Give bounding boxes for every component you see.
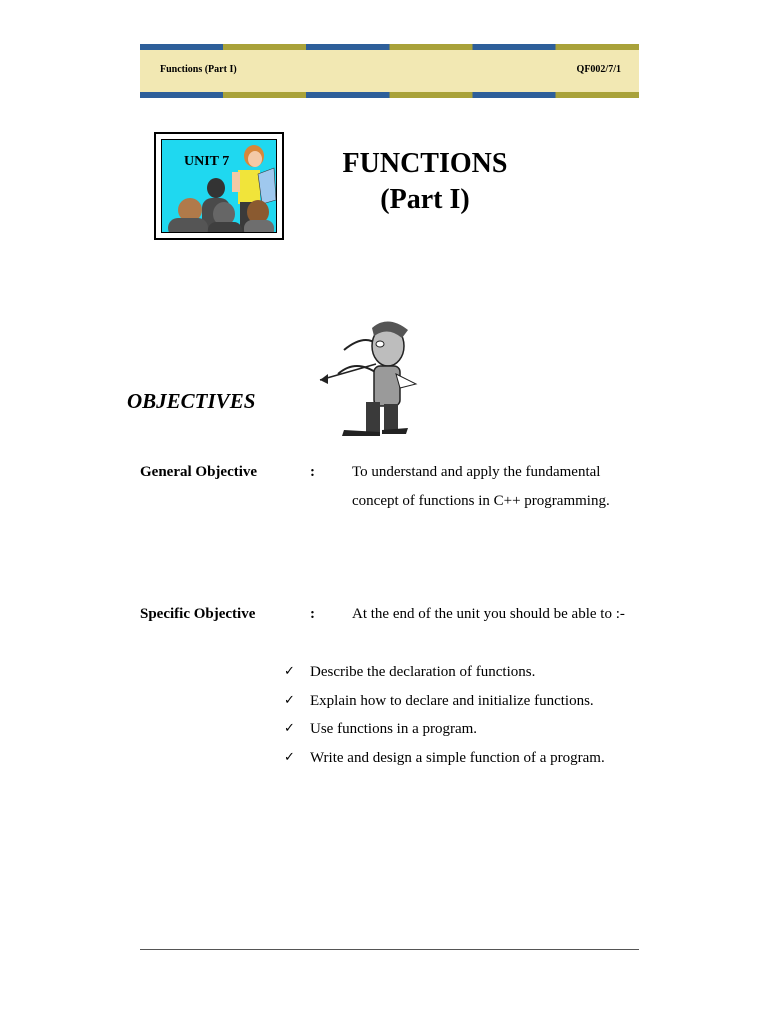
checkmark-icon: ✓ — [284, 721, 295, 736]
header-right-text: QF002/7/1 — [576, 64, 621, 75]
list-item-text: Explain how to declare and initialize functions. — [310, 692, 594, 709]
header-bottom-stripe — [140, 92, 639, 98]
specific-objective-text: At the end of the unit you should be able to :- — [352, 606, 625, 622]
checkmark-icon: ✓ — [284, 664, 295, 679]
page-header — [140, 44, 639, 98]
title-line-2: (Part I) — [380, 184, 470, 215]
list-item-text: Use functions in a program. — [310, 721, 478, 737]
list-item — [284, 687, 605, 716]
list-item — [284, 715, 605, 744]
objectives-checklist — [284, 658, 605, 772]
general-objective-text-line-1: To understand and apply the fundamental — [352, 464, 601, 480]
header-band — [140, 50, 639, 92]
unit-clipart-box — [154, 132, 284, 240]
page-title — [300, 146, 550, 218]
general-objective-label: General Objective — [140, 464, 258, 480]
list-item — [284, 744, 605, 773]
specific-objective-colon: : — [310, 606, 315, 622]
archer-clipart-icon — [316, 314, 420, 438]
footer-divider — [140, 949, 639, 950]
presentation-clipart-icon — [161, 139, 277, 233]
general-objective-colon: : — [310, 464, 315, 480]
list-item-text: Write and design a simple function of a program. — [310, 749, 605, 766]
header-left-text: Functions (Part I) — [160, 64, 237, 75]
general-objective-text-line-2: concept of functions in C++ programming. — [352, 493, 610, 509]
list-item — [284, 658, 605, 687]
unit-label: UNIT 7 — [184, 154, 230, 169]
checkmark-icon: ✓ — [284, 692, 295, 708]
list-item-text: Describe the declaration of functions. — [310, 664, 536, 680]
title-line-1: FUNCTIONS — [342, 148, 508, 179]
specific-objective-label: Specific Objective — [140, 606, 256, 622]
objectives-heading: OBJECTIVES — [127, 389, 256, 413]
checkmark-icon: ✓ — [284, 749, 295, 765]
